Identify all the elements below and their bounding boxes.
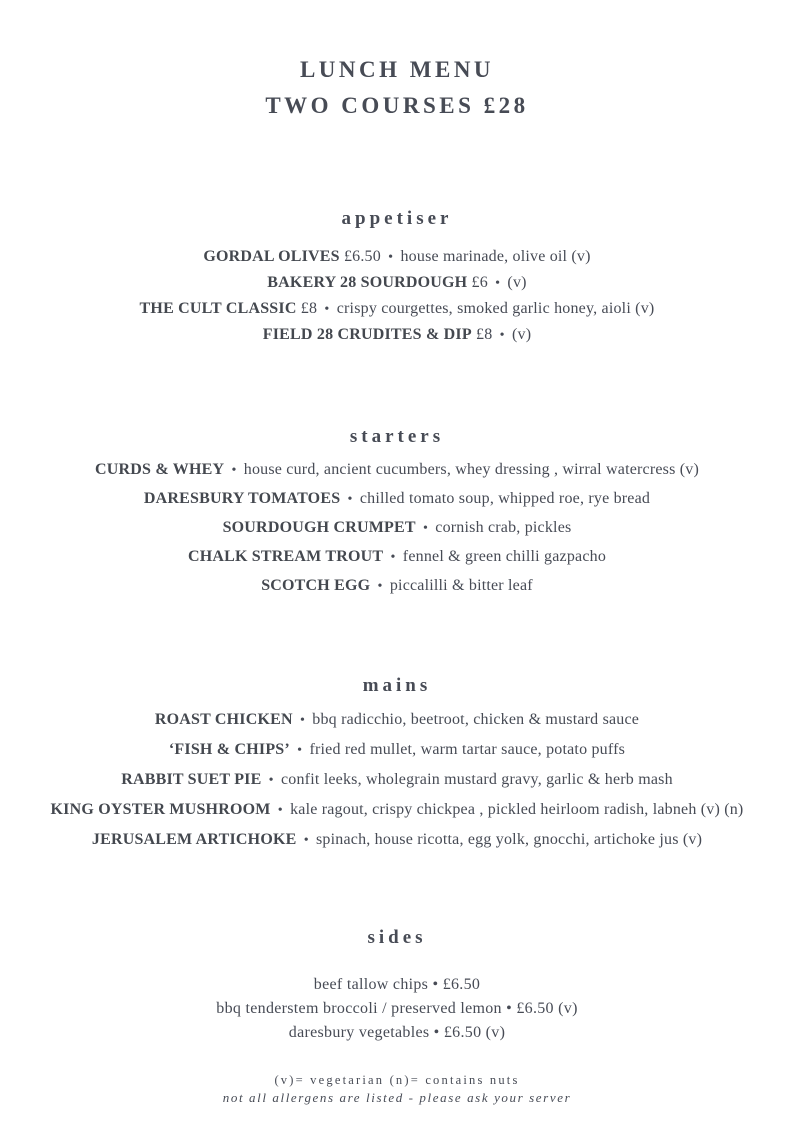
menu-item (0, 572, 794, 601)
section-heading-starters: starters (349, 426, 445, 447)
item-description: confit leeks, wholegrain mustard gravy, garlic & herb mash (280, 771, 673, 788)
item-description: kale ragout, crispy chickpea , pickled heirloom radish, labneh (v) (n) (290, 801, 744, 818)
item-description: crispy courgettes, smoked garlic honey, aioli (v) (336, 300, 655, 317)
menu-item (0, 322, 794, 348)
item-description: fennel & green chilli gazpacho (402, 548, 607, 565)
mains-items (0, 705, 794, 855)
item-description: cornish crab, pickles (435, 519, 572, 536)
item-name: FIELD 28 CRUDITES & DIP (262, 326, 472, 343)
menu-item (0, 514, 794, 543)
item-name: JERUSALEM ARTICHOKE (91, 831, 297, 848)
menu-item (0, 765, 794, 795)
bullet-separator: • (299, 713, 306, 728)
side-item: daresbury vegetables • £6.50 (v) (288, 1024, 506, 1041)
item-name: THE CULT CLASSIC (139, 300, 297, 317)
bullet-separator: • (495, 276, 501, 291)
allergen-note: not all allergens are listed - please ask your server (222, 1090, 572, 1105)
bullet-separator: • (231, 463, 237, 478)
section-starters (0, 424, 794, 601)
section-mains (0, 673, 794, 855)
menu-item (0, 795, 794, 825)
dietary-legend: (v)= vegetarian (n)= contains nuts (274, 1073, 520, 1087)
item-name: CURDS & WHEY (95, 461, 225, 478)
item-price: £6 (471, 274, 488, 291)
item-name: BAKERY 28 SOURDOUGH (267, 274, 468, 291)
section-sides (0, 925, 794, 1045)
item-description: fried red mullet, warm tartar sauce, potato puffs (309, 741, 626, 758)
bullet-separator: • (303, 833, 309, 848)
starters-items (0, 456, 794, 601)
item-description: (v) (511, 326, 532, 343)
item-description: (v) (507, 274, 527, 291)
item-name: SCOTCH EGG (261, 577, 371, 594)
item-name: SOURDOUGH CRUMPET (222, 519, 416, 536)
menu-header (0, 52, 794, 124)
item-name: ‘FISH & CHIPS’ (168, 741, 290, 758)
item-description: house curd, ancient cucumbers, whey dressing , wirral watercress (v) (243, 461, 699, 478)
item-description: piccalilli & bitter leaf (389, 577, 533, 594)
item-price: £6.50 (343, 248, 381, 265)
menu-item (0, 825, 794, 855)
bullet-separator: • (277, 803, 283, 818)
bullet-separator: • (390, 550, 396, 565)
bullet-separator: • (268, 773, 274, 788)
bullet-separator: • (388, 250, 394, 265)
section-heading-appetiser: appetiser (341, 208, 453, 229)
item-description: bbq radicchio, beetroot, chicken & mustard sauce (312, 711, 640, 728)
item-description: house marinade, olive oil (v) (400, 248, 591, 265)
section-heading-sides: sides (367, 927, 427, 948)
bullet-separator: • (377, 579, 383, 594)
menu-item (0, 735, 794, 765)
section-appetiser (0, 206, 794, 348)
item-name: CHALK STREAM TROUT (187, 548, 384, 565)
item-name: DARESBURY TOMATOES (143, 490, 341, 507)
item-description: spinach, house ricotta, egg yolk, gnocchi, artichoke jus (v) (316, 831, 703, 848)
bullet-separator: • (297, 743, 303, 758)
appetiser-items (0, 244, 794, 348)
bullet-separator: • (499, 328, 505, 343)
side-item: bbq tenderstem broccoli / preserved lemon • £6.50 (v) (216, 1000, 578, 1017)
item-name: ROAST CHICKEN (154, 711, 293, 728)
menu-title-line2: TWO COURSES £28 (265, 93, 529, 118)
item-price: £8 (476, 326, 493, 343)
menu-item (0, 296, 794, 322)
section-heading-mains: mains (362, 675, 432, 696)
sides-items (0, 973, 794, 1045)
menu-item (0, 705, 794, 735)
item-name: RABBIT SUET PIE (121, 771, 262, 788)
bullet-separator: • (347, 492, 353, 507)
item-price: £8 (300, 300, 318, 317)
item-name: KING OYSTER MUSHROOM (50, 801, 271, 818)
side-item: beef tallow chips • £6.50 (313, 976, 481, 993)
menu-item (0, 456, 794, 485)
menu-item (0, 244, 794, 270)
menu-item (0, 543, 794, 572)
menu-title-line1: LUNCH MENU (299, 57, 495, 82)
menu-item (0, 485, 794, 514)
menu-item (0, 270, 794, 296)
item-name: GORDAL OLIVES (203, 248, 340, 265)
item-description: chilled tomato soup, whipped roe, rye bread (359, 490, 651, 507)
menu-footer (0, 1071, 794, 1107)
bullet-separator: • (324, 302, 330, 317)
bullet-separator: • (422, 521, 429, 536)
